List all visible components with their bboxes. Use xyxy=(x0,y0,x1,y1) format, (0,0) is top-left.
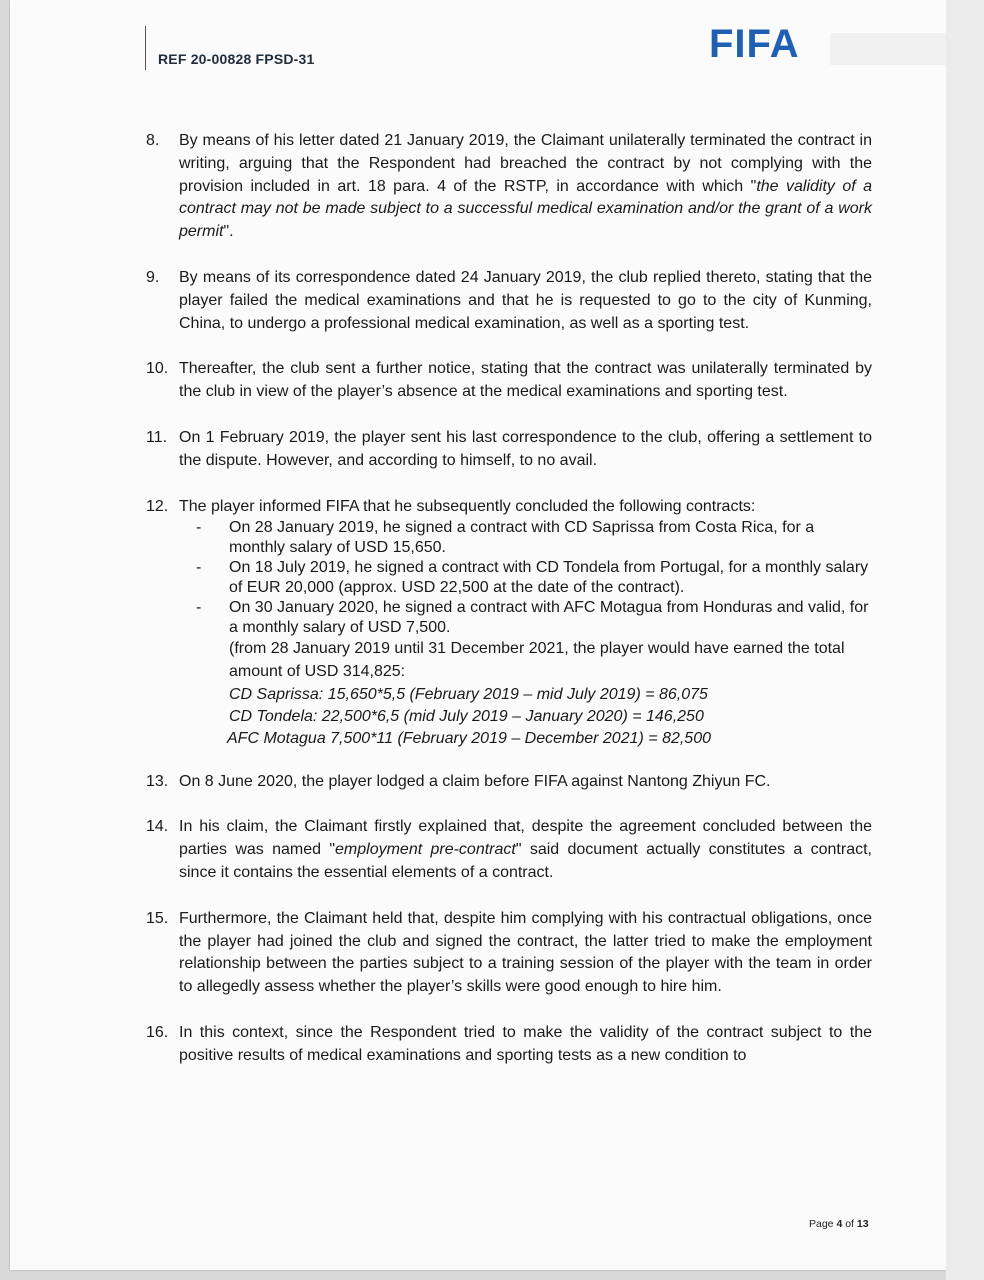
paragraph-text: In this context, since the Respondent tried to make the validity of the contract subject to the positive results of medical examinations and sporting tests as a new condition to xyxy=(179,1023,872,1064)
calculation-line: CD Tondela: 22,500*6,5 (mid July 2019 – January 2020) = 146,250 xyxy=(229,707,704,725)
fifa-logo: FIFA xyxy=(709,22,800,66)
total-pages: 13 xyxy=(856,1218,869,1230)
list-item xyxy=(196,518,872,558)
page-footer xyxy=(809,1218,869,1230)
list-item xyxy=(196,598,872,638)
paragraph-text: By means of his letter dated 21 January 2019, the Claimant unilaterally terminated the contract in writing, arguing that the Respondent had breached the contract by not complying with the provision included in art. 18 para. 4 of the RSTP, in accordance with which "the validity of a contract may not be made subject to a successful medical examination and/or the grant of a work permit". xyxy=(179,132,873,241)
paragraph-number: 10. xyxy=(146,360,169,378)
paragraph-number: 13. xyxy=(146,772,169,790)
paragraph-11 xyxy=(146,427,872,473)
reference-number: REF 20-00828 FPSD-31 xyxy=(158,51,315,67)
paragraph-9 xyxy=(146,267,872,335)
of-label: of xyxy=(845,1218,854,1230)
paragraph-text: Furthermore, the Claimant held that, despite him complying with his contractual obligations, once the player had joined the club and signed the contract, the latter tried to make the employment relationship between the parties subject to a training session of the player with the team in order to allegedly assess whether the player’s skills were good enough to hire him. xyxy=(179,909,872,996)
paragraph-text: Thereafter, the club sent a further notice, stating that the contract was unilaterally terminated by the club in view of the player’s absence at the medical examinations and sporting test. xyxy=(179,360,872,401)
paragraph-15 xyxy=(146,908,872,999)
paragraph-8 xyxy=(146,130,872,244)
paragraph-text: The player informed FIFA that he subsequently concluded the following contracts: xyxy=(179,497,756,515)
paragraph-12 xyxy=(146,496,872,519)
paragraph-number: 8. xyxy=(146,132,160,149)
paragraph-number: 16. xyxy=(146,1023,169,1041)
page-edge xyxy=(946,0,984,1280)
paragraph-text: On 8 June 2020, the player lodged a claim before FIFA against Nantong Zhiyun FC. xyxy=(179,772,771,790)
header-divider xyxy=(145,26,146,70)
paragraph-text: In his claim, the Claimant firstly explained that, despite the agreement concluded between the parties was named "employment pre-contract" said document actually constitutes a contract, since it contains the essential elements of a contract. xyxy=(179,818,872,881)
list-item-text: On 18 July 2019, he signed a contract with CD Tondela from Portugal, for a monthly salary of EUR 20,000 (approx. USD 22,500 at the date of the contract). xyxy=(229,559,869,597)
paragraph-16 xyxy=(146,1022,872,1068)
bullet-mark: - xyxy=(196,519,202,537)
paragraph-text: By means of its correspondence dated 24 January 2019, the club replied thereto, stating that the player failed the medical examinations and that he is requested to go to the city of Kunming, China, to undergo a professional medical examination, as well as a sporting test. xyxy=(179,268,872,332)
list-item-text: On 28 January 2019, he signed a contract with CD Saprissa from Costa Rica, for a monthly salary of USD 15,650. xyxy=(229,519,815,557)
paragraph-14 xyxy=(146,816,872,884)
calculation-line: CD Saprissa: 15,650*5,5 (February 2019 – mid July 2019) = 86,075 xyxy=(229,685,708,703)
paragraph-10 xyxy=(146,358,872,404)
earnings-note: (from 28 January 2019 until 31 December 2021, the player would have earned the total amount of USD 314,825: xyxy=(229,640,845,680)
current-page: 4 xyxy=(836,1218,843,1230)
paragraph-number: 11. xyxy=(146,428,168,446)
paragraph-number: 12. xyxy=(146,497,169,515)
page-label: Page xyxy=(809,1218,834,1230)
paragraph-number: 14. xyxy=(146,818,169,836)
calculation-line: AFC Motagua 7,500*11 (February 2019 – December 2021) = 82,500 xyxy=(227,729,711,747)
bullet-mark: - xyxy=(196,599,202,617)
document-body xyxy=(146,130,872,1068)
contract-list xyxy=(196,518,872,638)
logo-band xyxy=(830,33,946,65)
paragraph-number: 9. xyxy=(146,268,160,286)
paragraph-number: 15. xyxy=(146,909,169,927)
paragraph-13 xyxy=(146,771,872,794)
paragraph-text: On 1 February 2019, the player sent his last correspondence to the club, offering a settlement to the dispute. However, and according to himself, to no avail. xyxy=(179,428,872,469)
list-item-text: On 30 January 2020, he signed a contract with AFC Motagua from Honduras and valid, for a monthly salary of USD 7,500. xyxy=(229,599,869,637)
bullet-mark: - xyxy=(196,559,202,577)
list-item xyxy=(196,558,872,598)
